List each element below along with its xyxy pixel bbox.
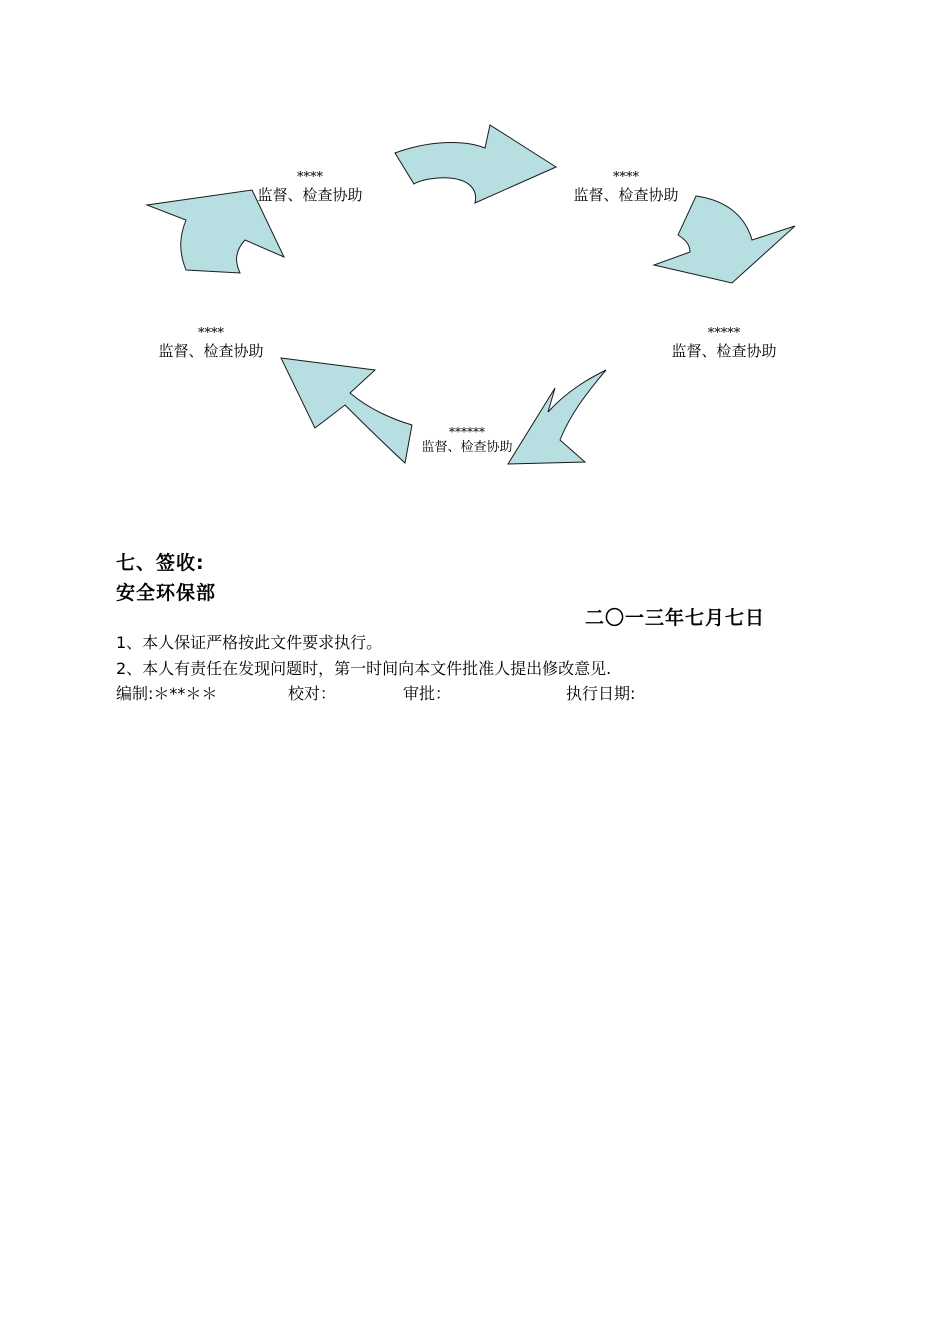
arrow-top-right: [395, 125, 556, 203]
node-label: 监督、检查协助: [671, 342, 777, 360]
statement-1: 1、本人保证严格按此文件要求执行。: [116, 633, 383, 652]
node-stars: ****: [198, 326, 224, 341]
statement-2: 2、本人有责任在发现问题时，第一时间向本文件批准人提出修改意见.: [116, 659, 612, 678]
approver-field: 审批：: [403, 684, 452, 703]
arrow-bottom-left: [281, 358, 412, 463]
section-title: 七、签收:: [116, 552, 205, 574]
document-date: 二〇一三年七月七日: [585, 607, 766, 629]
node-stars: ****: [613, 170, 639, 185]
diagram-node-bottom: [407, 426, 527, 456]
diagram-node-top-left: [240, 171, 380, 205]
node-stars: *****: [707, 326, 741, 341]
department-name: 安全环保部: [116, 582, 217, 604]
node-label: 监督、检查协助: [257, 186, 363, 204]
node-stars: ******: [449, 425, 485, 439]
diagram-node-left: [141, 327, 281, 361]
arrow-right-down: [654, 196, 795, 283]
compiler-field: 编制:＊**＊＊: [116, 684, 218, 703]
workflow-cycle-diagram: [0, 0, 950, 520]
node-stars: ****: [297, 170, 323, 185]
signature-row: [116, 681, 816, 703]
node-label: 监督、检查协助: [421, 440, 513, 455]
checker-field: 校对：: [288, 684, 337, 703]
diagram-node-top-right: [556, 171, 696, 205]
exec-date-field: 执行日期:: [566, 684, 636, 703]
diagram-node-right: [654, 327, 794, 361]
node-label: 监督、检查协助: [573, 186, 679, 204]
node-label: 监督、检查协助: [158, 342, 264, 360]
